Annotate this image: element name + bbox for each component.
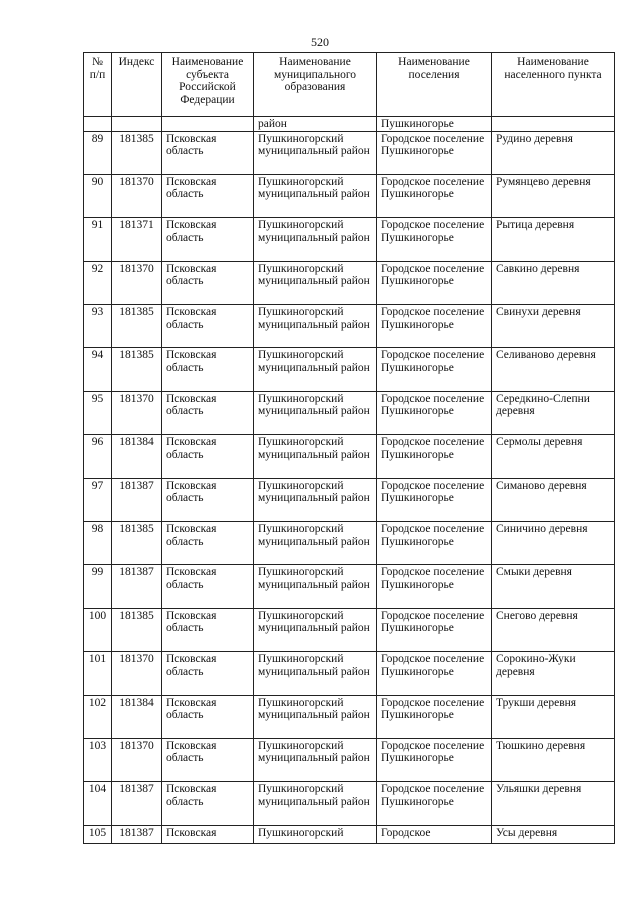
cell-settlement: Городское поселение Пушкиногорье	[377, 478, 492, 521]
table-row	[84, 131, 615, 174]
cell-index: 181385	[112, 305, 162, 348]
cell-municipality: Пушкиногорский	[254, 825, 377, 843]
cell-number: 100	[84, 608, 112, 651]
cell-municipality: Пушкиногорский муниципальный район	[254, 218, 377, 261]
cell-subject: Псковская область	[162, 305, 254, 348]
cell-subject: Псковская область	[162, 522, 254, 565]
cell-locality: Румянцево деревня	[492, 174, 615, 217]
cell-index: 181370	[112, 652, 162, 695]
cell-subject: Псковская область	[162, 565, 254, 608]
cell-subject: Псковская область	[162, 608, 254, 651]
cell-settlement: Городское поселение Пушкиногорье	[377, 174, 492, 217]
cell-settlement: Городское поселение Пушкиногорье	[377, 261, 492, 304]
table-row	[84, 478, 615, 521]
cell-subject: Псковская	[162, 825, 254, 843]
settlements-table	[83, 52, 615, 844]
cell-settlement: Городское поселение Пушкиногорье	[377, 652, 492, 695]
table-row	[84, 825, 615, 843]
cell-locality: Синичино деревня	[492, 522, 615, 565]
cell-index: 181370	[112, 174, 162, 217]
table-row	[84, 305, 615, 348]
cell-municipality: Пушкиногорский муниципальный район	[254, 738, 377, 781]
cell-index	[112, 117, 162, 132]
table-row	[84, 652, 615, 695]
table-row	[84, 608, 615, 651]
cell-locality: Свинухи деревня	[492, 305, 615, 348]
cell-settlement: Городское поселение Пушкиногорье	[377, 131, 492, 174]
cell-number: 105	[84, 825, 112, 843]
cell-locality: Снегово деревня	[492, 608, 615, 651]
page-number: 520	[311, 35, 329, 49]
cell-number	[84, 117, 112, 132]
header-settlement: Наименование поселения	[377, 53, 492, 117]
cell-municipality: Пушкиногорский муниципальный район	[254, 261, 377, 304]
cell-number: 96	[84, 435, 112, 478]
cell-subject: Псковская область	[162, 348, 254, 391]
cell-municipality: Пушкиногорский муниципальный район	[254, 391, 377, 434]
cell-locality: Селиваново деревня	[492, 348, 615, 391]
cell-index: 181384	[112, 695, 162, 738]
cell-number: 102	[84, 695, 112, 738]
cell-index: 181385	[112, 348, 162, 391]
table-row	[84, 218, 615, 261]
table-row	[84, 435, 615, 478]
cell-locality: Савкино деревня	[492, 261, 615, 304]
cell-settlement: Городское поселение Пушкиногорье	[377, 738, 492, 781]
cell-settlement: Городское поселение Пушкиногорье	[377, 435, 492, 478]
cell-municipality: Пушкиногорский муниципальный район	[254, 695, 377, 738]
cell-number: 103	[84, 738, 112, 781]
cell-locality: Середкино-Слепни деревня	[492, 391, 615, 434]
cell-locality: Рытица деревня	[492, 218, 615, 261]
cell-locality: Сорокино-Жуки деревня	[492, 652, 615, 695]
cell-index: 181370	[112, 261, 162, 304]
cell-index: 181387	[112, 825, 162, 843]
cell-municipality: Пушкиногорский муниципальный район	[254, 305, 377, 348]
cell-locality	[492, 117, 615, 132]
continuation-row	[84, 117, 615, 132]
cell-number: 104	[84, 782, 112, 825]
cell-municipality: Пушкиногорский муниципальный район	[254, 782, 377, 825]
cell-index: 181385	[112, 522, 162, 565]
table-row	[84, 348, 615, 391]
table-row	[84, 261, 615, 304]
table-row	[84, 738, 615, 781]
cell-settlement: Городское поселение Пушкиногорье	[377, 522, 492, 565]
cell-subject: Псковская область	[162, 435, 254, 478]
cell-locality: Усы деревня	[492, 825, 615, 843]
cell-subject: Псковская область	[162, 478, 254, 521]
table-header-row	[84, 53, 615, 117]
cell-number: 90	[84, 174, 112, 217]
cell-municipality: Пушкиногорский муниципальный район	[254, 174, 377, 217]
cell-subject: Псковская область	[162, 695, 254, 738]
cell-number: 92	[84, 261, 112, 304]
cell-index: 181371	[112, 218, 162, 261]
table-row	[84, 522, 615, 565]
cell-locality: Симаново деревня	[492, 478, 615, 521]
cell-subject: Псковская область	[162, 391, 254, 434]
cell-number: 89	[84, 131, 112, 174]
table-row	[84, 391, 615, 434]
cell-index: 181387	[112, 565, 162, 608]
header-locality: Наименование населенного пункта	[492, 53, 615, 117]
cell-subject: Псковская область	[162, 738, 254, 781]
cell-locality: Смыки деревня	[492, 565, 615, 608]
cell-settlement: Городское поселение Пушкиногорье	[377, 348, 492, 391]
cell-municipality: Пушкиногорский муниципальный район	[254, 652, 377, 695]
header-subject: Наименование субъекта Российской Федерации	[162, 53, 254, 117]
cell-subject: Псковская область	[162, 261, 254, 304]
header-index: Индекс	[112, 53, 162, 117]
cell-number: 91	[84, 218, 112, 261]
cell-settlement: Городское	[377, 825, 492, 843]
table-body	[84, 117, 615, 844]
cell-index: 181384	[112, 435, 162, 478]
table-row	[84, 782, 615, 825]
cell-index: 181387	[112, 782, 162, 825]
table-row	[84, 174, 615, 217]
cell-index: 181387	[112, 478, 162, 521]
cell-index: 181370	[112, 738, 162, 781]
cell-number: 95	[84, 391, 112, 434]
cell-municipality: Пушкиногорский муниципальный район	[254, 435, 377, 478]
header-number: № п/п	[84, 53, 112, 117]
cell-municipality: Пушкиногорский муниципальный район	[254, 478, 377, 521]
cell-settlement: Городское поселение Пушкиногорье	[377, 608, 492, 651]
cell-settlement: Городское поселение Пушкиногорье	[377, 695, 492, 738]
table-row	[84, 695, 615, 738]
cell-settlement: Городское поселение Пушкиногорье	[377, 782, 492, 825]
cell-index: 181385	[112, 608, 162, 651]
table-row	[84, 565, 615, 608]
cell-subject: Псковская область	[162, 131, 254, 174]
cell-index: 181385	[112, 131, 162, 174]
cell-number: 98	[84, 522, 112, 565]
cell-settlement: Городское поселение Пушкиногорье	[377, 218, 492, 261]
cell-locality: Трукши деревня	[492, 695, 615, 738]
cell-municipality: Пушкиногорский муниципальный район	[254, 565, 377, 608]
cell-number: 94	[84, 348, 112, 391]
header-municipality: Наименование муниципального образования	[254, 53, 377, 117]
cell-subject: Псковская область	[162, 782, 254, 825]
cell-number: 93	[84, 305, 112, 348]
cell-municipality: район	[254, 117, 377, 132]
cell-subject: Псковская область	[162, 218, 254, 261]
cell-subject	[162, 117, 254, 132]
cell-settlement: Городское поселение Пушкиногорье	[377, 565, 492, 608]
cell-locality: Сермолы деревня	[492, 435, 615, 478]
cell-municipality: Пушкиногорский муниципальный район	[254, 522, 377, 565]
cell-index: 181370	[112, 391, 162, 434]
cell-number: 101	[84, 652, 112, 695]
cell-municipality: Пушкиногорский муниципальный район	[254, 131, 377, 174]
cell-municipality: Пушкиногорский муниципальный район	[254, 348, 377, 391]
cell-locality: Ульяшки деревня	[492, 782, 615, 825]
cell-number: 97	[84, 478, 112, 521]
cell-number: 99	[84, 565, 112, 608]
cell-settlement: Городское поселение Пушкиногорье	[377, 391, 492, 434]
cell-subject: Псковская область	[162, 652, 254, 695]
cell-subject: Псковская область	[162, 174, 254, 217]
cell-settlement: Пушкиногорье	[377, 117, 492, 132]
cell-locality: Тюшкино деревня	[492, 738, 615, 781]
cell-settlement: Городское поселение Пушкиногорье	[377, 305, 492, 348]
cell-municipality: Пушкиногорский муниципальный район	[254, 608, 377, 651]
cell-locality: Рудино деревня	[492, 131, 615, 174]
